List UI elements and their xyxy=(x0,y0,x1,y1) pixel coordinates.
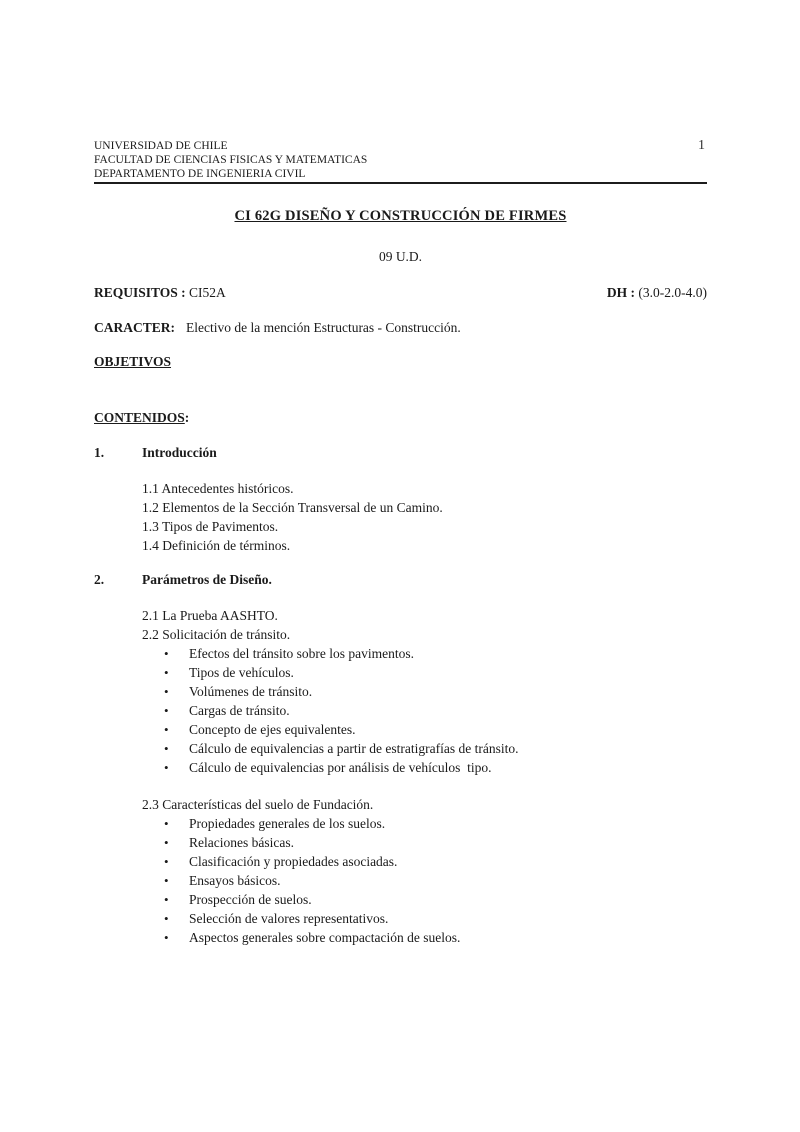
dh-value: (3.0-2.0-4.0) xyxy=(638,285,707,300)
section-title: Introducción xyxy=(142,445,217,460)
bullet-item: • Relaciones básicas. xyxy=(164,835,294,850)
bullet-item: • Volúmenes de tránsito. xyxy=(164,684,313,699)
page-number: 1 xyxy=(698,138,705,153)
course-units: 09 U.D. xyxy=(378,249,423,264)
bullet-item: • Cálculo de equivalencias por análisis de vehículos tipo. xyxy=(164,760,492,775)
bullet-item: • Propiedades generales de los suelos. xyxy=(164,816,386,831)
bullet-item: • Tipos de vehículos. xyxy=(164,665,294,680)
bullet-marker: • xyxy=(164,873,169,888)
bullet-marker: • xyxy=(164,722,169,737)
bullet-marker: • xyxy=(164,684,169,699)
university-line: UNIVERSIDAD DE CHILE xyxy=(94,140,228,152)
list-item: 1.1 Antecedentes históricos. xyxy=(142,481,294,496)
course-title: CI 62G DISEÑO Y CONSTRUCCIÓN DE FIRMES xyxy=(234,208,567,224)
bullet-item: • Cálculo de equivalencias a partir de estratigrafías de tránsito. xyxy=(164,741,519,756)
section-number: 2. xyxy=(94,572,105,587)
department-line: DEPARTAMENTO DE INGENIERIA CIVIL xyxy=(94,168,306,180)
bullet-marker: • xyxy=(164,760,169,775)
bullet-item: • Selección de valores representativos. xyxy=(164,911,389,926)
section-number: 1. xyxy=(94,445,105,460)
bullet-item: • Cargas de tránsito. xyxy=(164,703,290,718)
dh xyxy=(607,283,707,302)
requisitos-label: REQUISITOS : xyxy=(94,285,186,300)
list-item: 1.4 Definición de términos. xyxy=(142,538,291,553)
bullet-marker: • xyxy=(164,911,169,926)
contenidos-colon: : xyxy=(184,410,190,425)
bullet-item: • Prospección de suelos. xyxy=(164,892,312,907)
caracter xyxy=(94,318,707,337)
list-item: 1.3 Tipos de Pavimentos. xyxy=(142,519,279,534)
bullet-marker: • xyxy=(164,930,169,945)
objetivos-heading: OBJETIVOS xyxy=(94,354,172,369)
bullet-marker: • xyxy=(164,646,169,661)
section-1-heading xyxy=(94,443,707,462)
contenidos-heading: CONTENIDOS: xyxy=(94,410,190,425)
bullet-marker: • xyxy=(164,665,169,680)
bullet-marker: • xyxy=(164,816,169,831)
letterhead xyxy=(94,139,707,184)
bullet-marker: • xyxy=(164,835,169,850)
list-item: 2.3 Características del suelo de Fundación. xyxy=(142,797,374,812)
requisitos-value: CI52A xyxy=(189,285,226,300)
faculty-line: FACULTAD DE CIENCIAS FISICAS Y MATEMATICAS xyxy=(94,154,368,166)
section-2-list xyxy=(94,606,707,947)
bullet-item: • Ensayos básicos. xyxy=(164,873,281,888)
bullet-marker: • xyxy=(164,892,169,907)
bullet-item: • Concepto de ejes equivalentes. xyxy=(164,722,356,737)
bullet-item: • Aspectos generales sobre compactación de suelos. xyxy=(164,930,461,945)
caracter-value: Electivo de la mención Estructuras - Construcción. xyxy=(186,320,461,335)
list-item: 2.2 Solicitación de tránsito. xyxy=(142,627,291,642)
section-title: Parámetros de Diseño. xyxy=(142,572,272,587)
bullet-marker: • xyxy=(164,703,169,718)
bullet-item: • Efectos del tránsito sobre los pavimentos. xyxy=(164,646,414,661)
section-1-list xyxy=(94,479,707,555)
bullet-marker: • xyxy=(164,741,169,756)
caracter-label: CARACTER: xyxy=(94,320,175,335)
requisitos-dh-row xyxy=(94,283,707,302)
requisitos xyxy=(94,283,226,302)
bullet-item: • Clasificación y propiedades asociadas. xyxy=(164,854,398,869)
list-item: 1.2 Elementos de la Sección Transversal de un Camino. xyxy=(142,500,443,515)
section-2-heading xyxy=(94,570,707,589)
dh-label: DH : xyxy=(606,285,636,300)
list-item: 2.1 La Prueba AASHTO. xyxy=(142,608,278,623)
bullet-marker: • xyxy=(164,854,169,869)
